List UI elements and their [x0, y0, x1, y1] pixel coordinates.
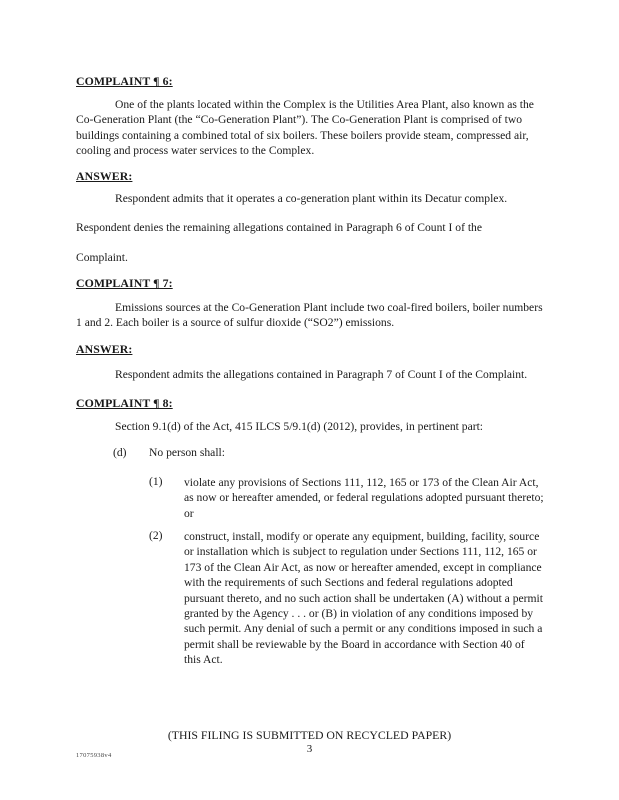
- answer-6-line-3: Complaint.: [76, 251, 128, 264]
- recycled-paper-notice: (THIS FILING IS SUBMITTED ON RECYCLED PAPER): [167, 728, 452, 742]
- complaint-6-heading: COMPLAINT ¶ 6:: [76, 74, 173, 88]
- answer-6-line-1: Respondent admits that it operates a co-generation plant within its Decatur complex.: [115, 192, 508, 205]
- item-1-text: violate any provisions of Sections 111, 112, 165 or 173 of the Clean Air Act, as now or hereafter amended, or federal regulations adopted pursuant thereto; or: [184, 476, 544, 520]
- complaint-7-text: Emissions sources at the Co-Generation Plant include two coal-fired boilers, boiler numbers 1 and 2. Each boiler is a source of sulfur dioxide (“SO2”) emissions.: [76, 301, 543, 330]
- answer-7-heading: ANSWER:: [76, 342, 133, 356]
- page-number: 3: [306, 743, 313, 755]
- complaint-6-text: One of the plants located within the Complex is the Utilities Area Plant, also known as the Co-Generation Plant (the “Co-Generation Plant”). The Co-Generation Plant is comprised of two buildings containing a combined total of six boilers. These boilers provide steam, compressed air, cooling and process water services to the Complex.: [76, 98, 534, 158]
- complaint-7-heading: COMPLAINT ¶ 7:: [76, 276, 173, 290]
- subsection-d-text: No person shall:: [149, 446, 225, 459]
- item-2-marker: (2): [149, 529, 163, 542]
- document-stamp: 17075938v4: [76, 752, 112, 759]
- complaint-8-text: Section 9.1(d) of the Act, 415 ILCS 5/9.1(d) (2012), provides, in pertinent part:: [115, 420, 484, 433]
- answer-7-text: Respondent admits the allegations contained in Paragraph 7 of Count I of the Complaint.: [115, 368, 528, 381]
- complaint-8-heading: COMPLAINT ¶ 8:: [76, 396, 173, 410]
- item-2-text: construct, install, modify or operate any equipment, building, facility, source or installation which is subject to regulation under Sections 111, 112, 165 or 173 of the Clean Air Act, as now or hereafter amended, except in compliance with the requirements of such Sections and federal regulations adopted pursuant thereto, and no such action shall be undertaken (A) without a permit granted by the Agency . . . or (B) in violation of any conditions imposed by such permit. Any denial of such a permit or any conditions imposed in such a permit shall be reviewable by the Board in accordance with Section 40 of this Act.: [184, 530, 543, 667]
- item-1-marker: (1): [149, 475, 163, 488]
- answer-6-heading: ANSWER:: [76, 169, 133, 183]
- subsection-d-marker: (d): [113, 446, 127, 459]
- answer-6-line-2: Respondent denies the remaining allegations contained in Paragraph 6 of Count I of the: [76, 221, 482, 234]
